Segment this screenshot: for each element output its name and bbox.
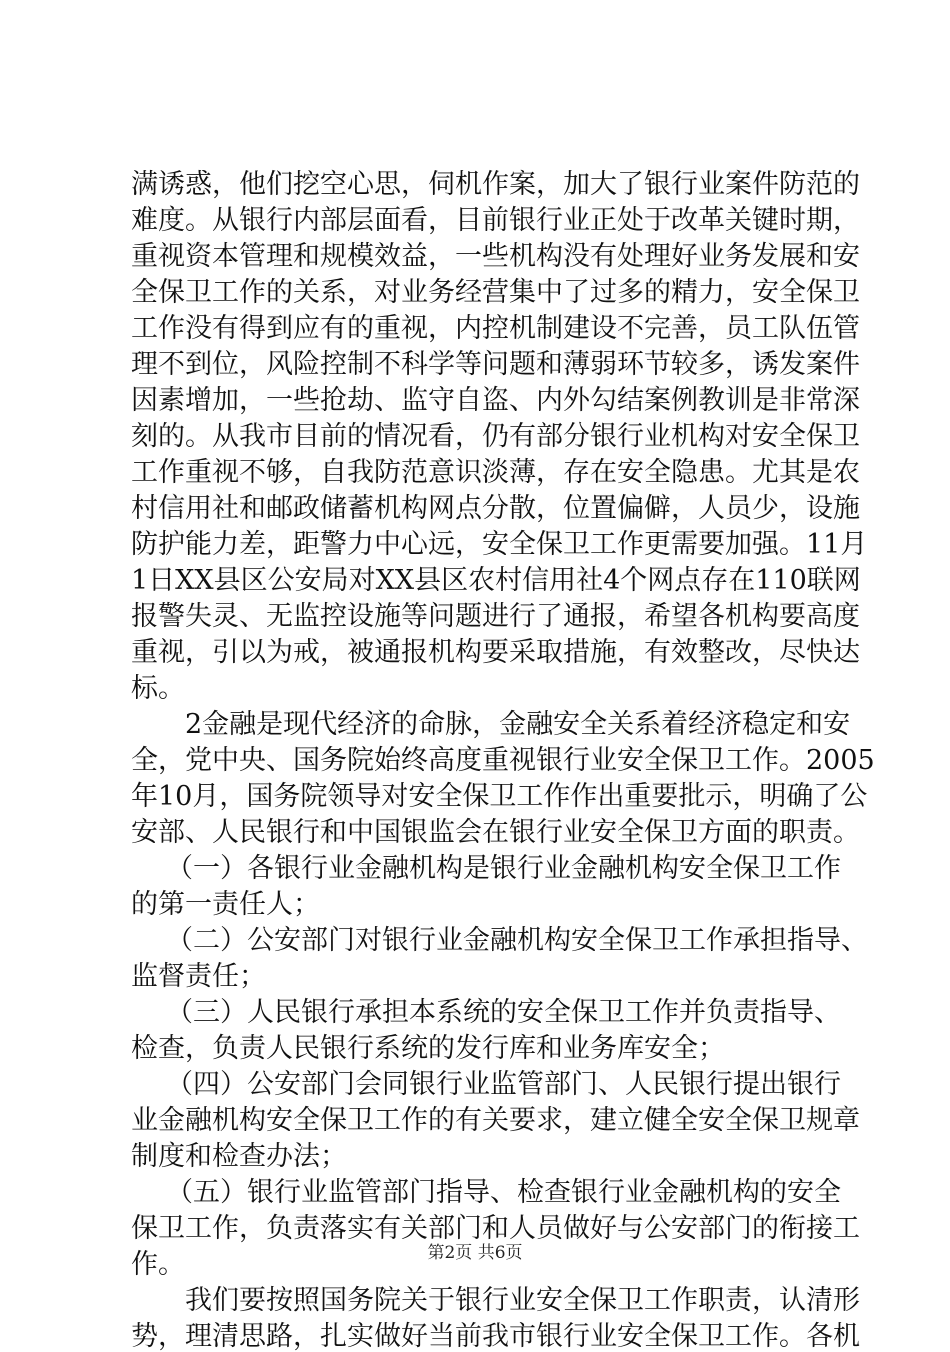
list-item-line: 监督责任； (131, 961, 266, 992)
text-line: 因素增加，一些抢劫、监守自盗、内外勾结案例教训是非常深 (131, 385, 860, 416)
text-line: 理不到位，风险控制不科学等问题和薄弱环节较多，诱发案件 (131, 349, 860, 380)
list-item-line: 作。 (131, 1249, 185, 1280)
text-line: 工作没有得到应有的重视，内控机制建设不完善，员工队伍管 (131, 313, 860, 344)
text-line: 刻的。从我市目前的情况看，仍有部分银行业机构对安全保卫 (131, 421, 860, 452)
text-line: 2金融是现代经济的命脉，金融安全关系着经济稳定和安 (185, 709, 851, 740)
text-line: 工作重视不够，自我防范意识淡薄，存在安全隐患。尤其是农 (131, 457, 860, 488)
list-item-line: （三）人民银行承担本系统的安全保卫工作并负责指导、 (166, 997, 841, 1028)
page-number-footer: 第2页 共6页 (427, 1243, 523, 1263)
text-line: 全保卫工作的关系，对业务经营集中了过多的精力，安全保卫 (131, 277, 860, 308)
list-item-line: （二）公安部门对银行业金融机构安全保卫工作承担指导、 (166, 925, 868, 956)
text-line: 重视资本管理和规模效益，一些机构没有处理好业务发展和安 (131, 241, 860, 272)
text-line: 满诱惑，他们挖空心思，伺机作案，加大了银行业案件防范的 (131, 169, 860, 200)
text-line: 村信用社和邮政储蓄机构网点分散，位置偏僻，人员少，设施 (131, 493, 860, 524)
text-line: 势，理清思路，扎实做好当前我市银行业安全保卫工作。各机 (131, 1321, 860, 1352)
list-item-line: 业金融机构安全保卫工作的有关要求，建立健全安全保卫规章 (131, 1105, 860, 1136)
list-item-line: 检查，负责人民银行系统的发行库和业务库安全； (131, 1033, 725, 1064)
text-line: 年10月，国务院领导对安全保卫工作作出重要批示，明确了公 (131, 781, 868, 812)
text-line: 重视，引以为戒，被通报机构要采取措施，有效整改，尽快达 (131, 637, 860, 668)
text-line: 全，党中央、国务院始终高度重视银行业安全保卫工作。2005 (131, 745, 875, 776)
text-line: 难度。从银行内部层面看，目前银行业正处于改革关键时期， (131, 205, 860, 236)
list-item-line: 保卫工作，负责落实有关部门和人员做好与公安部门的衔接工 (131, 1213, 860, 1244)
text-line: 我们要按照国务院关于银行业安全保卫工作职责，认清形 (185, 1285, 860, 1316)
text-line: 标。 (131, 673, 185, 704)
text-line: 1日XX县区公安局对XX县区农村信用社4个网点存在110联网 (131, 565, 861, 596)
text-line: 报警失灵、无监控设施等问题进行了通报，希望各机构要高度 (131, 601, 860, 632)
text-line: 防护能力差，距警力中心远，安全保卫工作更需要加强。11月 (131, 529, 868, 560)
text-line: 安部、人民银行和中国银监会在银行业安全保卫方面的职责。 (131, 817, 860, 848)
list-item-line: 的第一责任人； (131, 889, 320, 920)
list-item-line: 制度和检查办法； (131, 1141, 347, 1172)
list-item-line: （五）银行业监管部门指导、检查银行业金融机构的安全 (166, 1177, 841, 1208)
list-item-line: （四）公安部门会同银行业监管部门、人民银行提出银行 (166, 1069, 841, 1100)
list-item-line: （一）各银行业金融机构是银行业金融机构安全保卫工作 (166, 853, 841, 884)
